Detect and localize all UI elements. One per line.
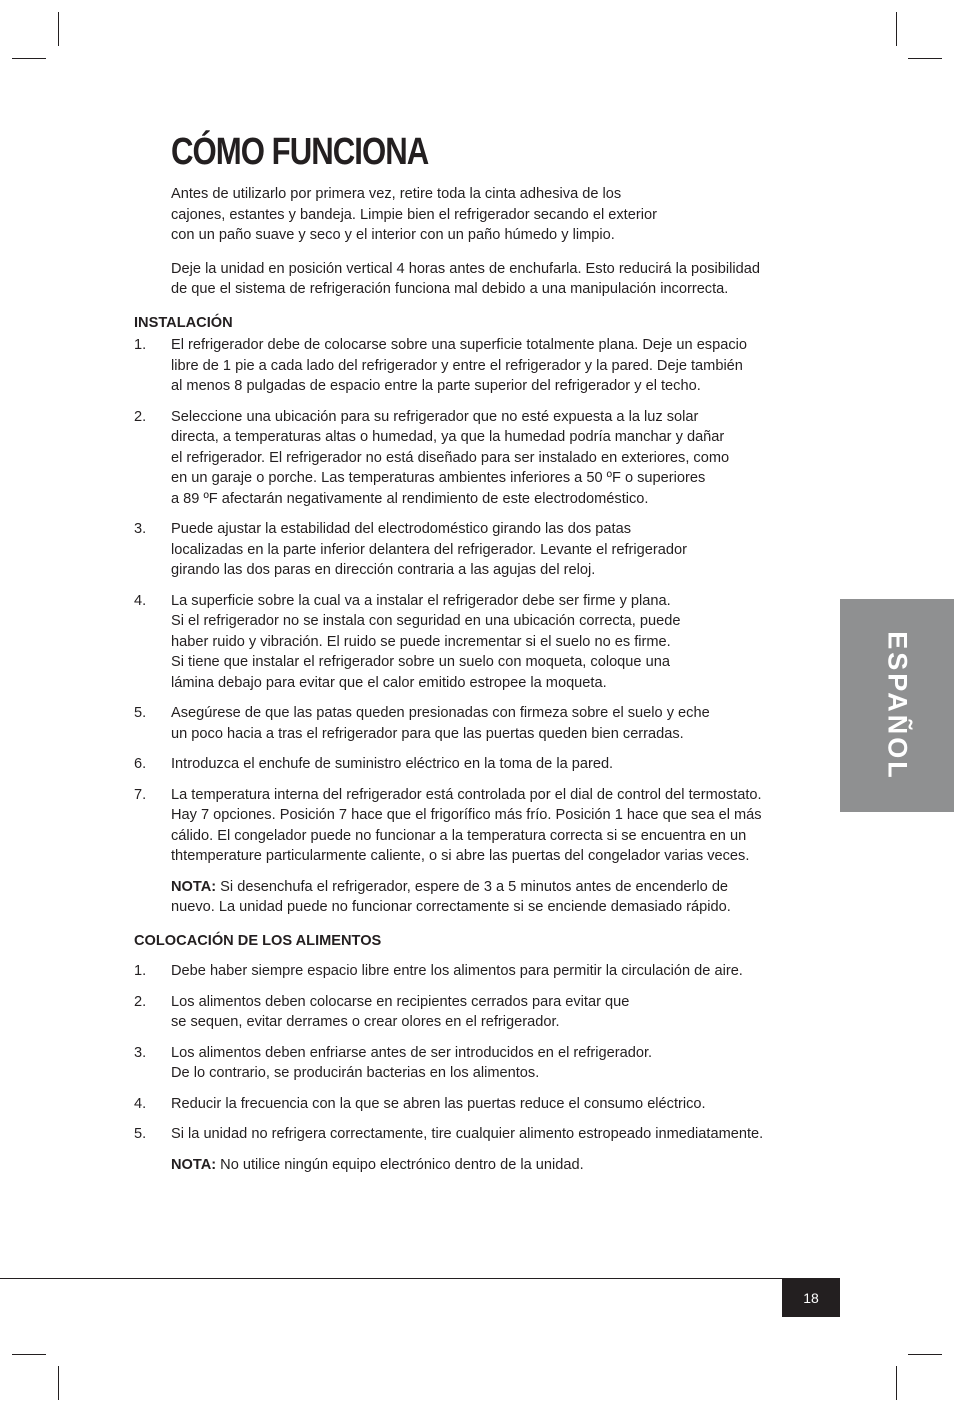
list-number: 3. [134, 1044, 147, 1061]
list-number: 2. [134, 408, 147, 425]
list-item [134, 519, 834, 581]
crop-mark [58, 12, 59, 46]
food-note [171, 1155, 834, 1176]
list-number: 2. [134, 993, 147, 1010]
list-number: 1. [134, 337, 147, 353]
list-number: 7. [134, 786, 147, 803]
list-text: Puede ajustar la estabilidad del electrodoméstico girando las dos patas localizadas en la parte inferior delantera del refrigerador. Levante el refrigerador girando las dos paras en dirección contraria a las agujas del reloj. [171, 521, 687, 578]
list-text: Si la unidad no refrigera correctamente, tire cualquier alimento estropeado inmediatamente. [171, 1126, 764, 1142]
intro-paragraph: Antes de utilizarlo por primera vez, retire toda la cinta adhesiva de los cajones, estantes y bandeja. Limpie bien el refrigerador secando el exterior con un paño suave y seco y el interior con un paño húmedo y limpio. [171, 186, 657, 243]
list-text: Los alimentos deben colocarse en recipientes cerrados para evitar que se sequen, evitar derrames o crear olores en el refrigerador. [171, 993, 630, 1030]
page-title: CÓMO FUNCIONA [171, 131, 429, 173]
list-item [134, 407, 834, 510]
list-item [134, 1094, 834, 1115]
note-label: NOTA: [171, 1156, 217, 1173]
crop-mark [896, 1366, 897, 1400]
list-text: La superficie sobre la cual va a instalar el refrigerador debe ser firme y plana. Si el refrigerador no se instala con seguridad en una ubicación correcta, puede haber ruido y vibración. El ruido se puede incrementar si el suelo no es firme. Si tiene que instalar el refrigerador sobre un suelo con moqueta, coloque una lámina debajo para evitar que el calor emitido estropee la moqueta. [171, 592, 681, 691]
list-item [134, 992, 834, 1033]
crop-mark [908, 1354, 942, 1355]
food-heading: COLOCACIÓN DE LOS ALIMENTOS [134, 932, 382, 949]
list-item [134, 703, 834, 744]
page-number: 18 [782, 1278, 840, 1317]
crop-mark [12, 1354, 46, 1355]
note-text: Si desenchufa el refrigerador, espere de 3 a 5 minutos antes de encenderlo de nuevo. La unidad puede no funcionar correctamente si se enciende demasiado rápido. [171, 878, 731, 915]
list-item [134, 961, 834, 982]
list-item [134, 591, 834, 694]
list-text: El refrigerador debe de colocarse sobre una superficie totalmente plana. Deje un espacio libre de 1 pie a cada lado del refrigerador y entre el refrigerador y la pared. Deje también al menos 8 pulgadas de espacio entre la parte superior del refrigerador y el techo. [171, 337, 747, 394]
note-label: NOTA: [171, 878, 217, 895]
list-item [134, 335, 834, 397]
list-text: Los alimentos deben enfriarse antes de ser introducidos en el refrigerador. De lo contrario, se producirán bacterias en los alimentos. [171, 1044, 653, 1081]
document-body [134, 184, 834, 1188]
note-text: No utilice ningún equipo electrónico dentro de la unidad. [216, 1156, 584, 1173]
list-number: 1. [134, 963, 147, 979]
list-number: 5. [134, 705, 147, 721]
list-text: Introduzca el enchufe de suministro eléctrico en la toma de la pared. [171, 756, 614, 772]
list-number: 4. [134, 1095, 147, 1112]
crop-mark [908, 58, 942, 59]
list-item [134, 785, 834, 867]
language-tab-label: ESPAÑOL [882, 630, 913, 781]
list-item [134, 1124, 834, 1145]
list-number: 6. [134, 756, 147, 772]
list-text: Debe haber siempre espacio libre entre los alimentos para permitir la circulación de aire. [171, 963, 743, 979]
list-text: Asegúrese de que las patas queden presionadas con firmeza sobre el suelo y eche un poco hacia a tras el refrigerador para que las puertas queden bien cerradas. [171, 705, 710, 742]
installation-heading: INSTALACIÓN [134, 314, 233, 331]
list-number: 4. [134, 592, 147, 609]
list-text: La temperatura interna del refrigerador está controlada por el dial de control del termostato. Hay 7 opciones. Posición 7 hace que el frigorífico más frío. Posición 1 hace que sea el más cálido. El congelador puede no funcionar a la temperatura correcta si se encuentra en un thtemperature particularmente caliente, o si abre las puertas del congelador varias veces. [171, 786, 762, 864]
crop-mark [12, 58, 46, 59]
intro-paragraph: Deje la unidad en posición vertical 4 horas antes de enchufarla. Esto reducirá la posibilidad de que el sistema de refrigeración funciona mal debido a una manipulación incorrecta. [171, 260, 760, 297]
list-number: 5. [134, 1126, 147, 1142]
list-text: Reducir la frecuencia con la que se abren las puertas reduce el consumo eléctrico. [171, 1095, 706, 1112]
list-text: Seleccione una ubicación para su refrigerador que no esté expuesta a la luz solar directa, a temperaturas altas o humedad, ya que la humedad podría manchar y dañar el refrigerador. El refrigerador no está diseñado para ser instalado en exteriores, como en un garaje o porche. Las temperaturas ambientes inferiores a 50 ºF o superiores a 89 ºF afectarán negativamente al rendimiento de este electrodoméstico. [171, 408, 730, 507]
crop-mark [896, 12, 897, 46]
list-number: 3. [134, 521, 147, 537]
list-item [134, 754, 834, 775]
language-tab [840, 599, 954, 812]
list-item [134, 1043, 834, 1084]
installation-note [171, 877, 834, 918]
crop-mark [58, 1366, 59, 1400]
footer-rule [0, 1278, 840, 1279]
